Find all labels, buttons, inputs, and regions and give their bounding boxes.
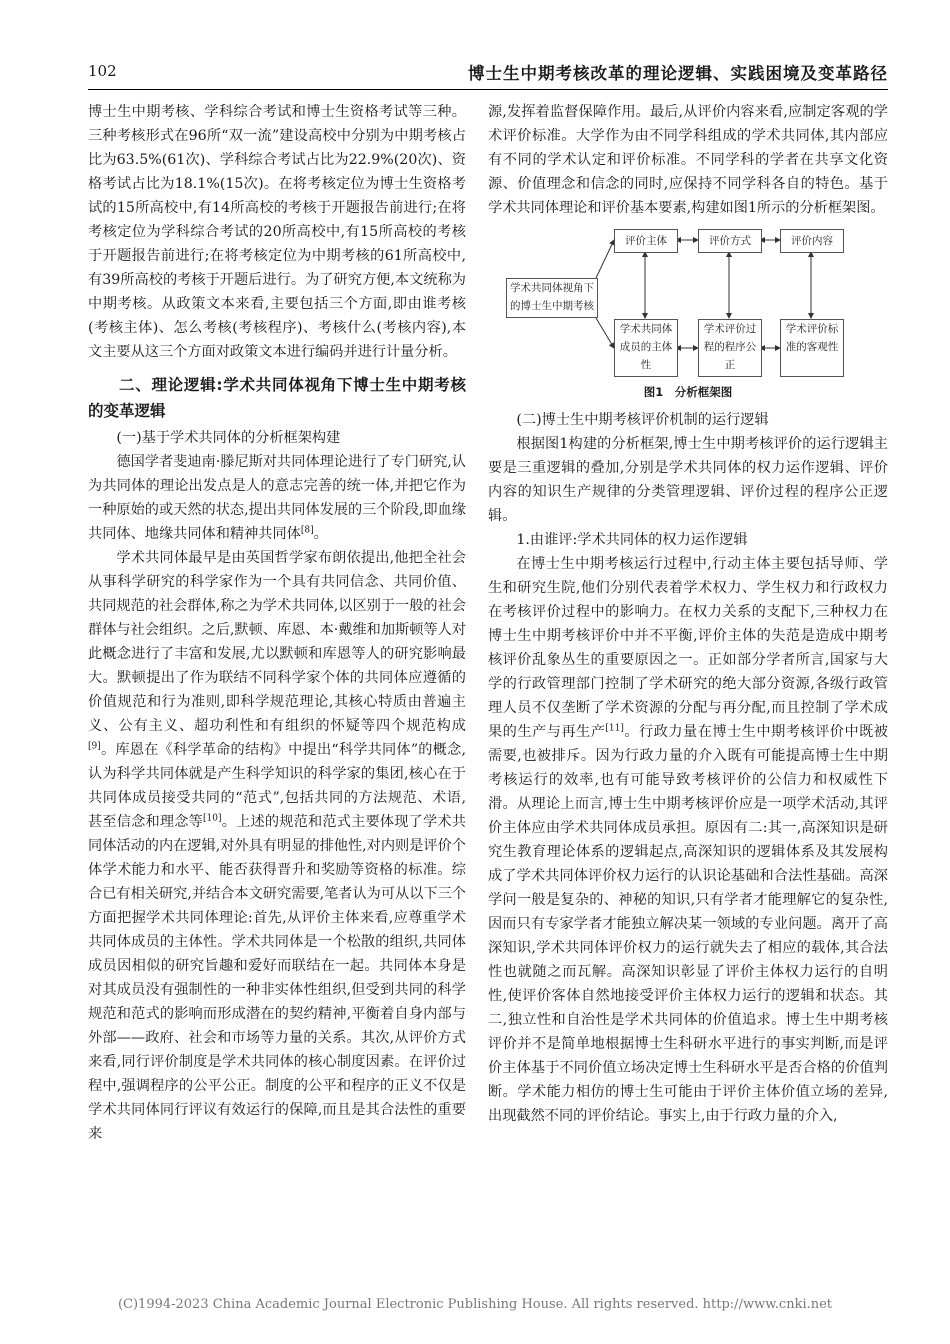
right-column: [488, 100, 888, 1128]
framework-figure: [488, 226, 888, 378]
arrow-to-subject: [596, 240, 614, 278]
header-rule: [88, 89, 888, 90]
box-objective-standard: 学术评价标准的客观性: [780, 319, 844, 377]
box-evaluation-content: 评价内容: [780, 229, 844, 253]
citation[interactable]: [11]: [605, 723, 624, 734]
page-header: [88, 62, 888, 88]
center-box: 学术共同体视角下的博士生中期考核: [506, 278, 598, 318]
page-number: 102: [88, 62, 117, 80]
box-member-subjectivity: 学术共同体成员的主体性: [614, 319, 678, 377]
paragraph: 德国学者斐迪南·滕尼斯对共同体理论进行了专门研究,认为共同体的理论出发点是人的意志完善的统一体,并把它作为一种原始的或天然的状态,提出共同体发展的三个阶段,即血缘共同体、地缘共同体和精神共同体[8]。: [88, 454, 466, 542]
citation[interactable]: [9]: [88, 741, 101, 752]
running-title: 博士生中期考核改革的理论逻辑、实践困境及变革路径: [468, 64, 888, 83]
paragraph: 在博士生中期考核运行过程中,行动主体主要包括导师、学生和研究生院,他们分别代表着学术权力、学生权力和行政权力在考核评价过程中的影响力。在权力关系的支配下,三种权力在博士生中期考核评价中并不平衡,评价主体的失范是造成中期考核评价乱象丛生的重要原因之一。正如部分学者所言,国家与大学的行政管理部门控制了学术研究的绝大部分资源,各级行政管理人员不仅垄断了学术资源的分配与再分配,而且控制了学术成果的生产与再生产[11]。行政力量在博士生中期考核评价中既被需要,也被排斥。因为行政力量的介入既有可能提高博士生中期考核运行的效率,也有可能导致考核评价的公信力和权威性下滑。从理论上而言,博士生中期考核评价应是一项学术活动,其评价主体应由学术共同体成员承担。原因有二:其一,高深知识是研究生教育理论体系的逻辑起点,高深知识的逻辑体系及其发展构成了学术共同体评价权力运行的认识论基础和合法性基础。高深学问一般是复杂的、神秘的知识,只有学者才能理解它的复杂性,因而只有专家学者才能独立解决某一领域的专业问题。离开了高深知识,学术共同体评价权力的运行就失去了相应的载体,其合法性也就随之而瓦解。高深知识彰显了评价主体权力运行的自明性,使评价客体自然地接受评价主体权力运行的逻辑和状态。其二,独立性和自治性是学术共同体的价值追求。博士生中期考核评价并不是简单地根据博士生科研水平进行的事实判断,而是评价主体基于不同价值立场决定博士生科研水平是否合格的价值判断。学术能力相仿的博士生可能由于评价主体价值立场的差异,出现截然不同的评价结论。事实上,由于行政力量的介入,: [488, 556, 888, 1124]
citation[interactable]: [8]: [300, 525, 314, 536]
paragraph: 学术共同体最早是由英国哲学家布朗依提出,他把全社会从事科学研究的科学家作为一个具有共同信念、共同价值、共同规范的社会群体,称之为学术共同体,以区别于一般的社会群体与社会组织。之后,默顿、库恩、本·戴维和加斯顿等人对此概念进行了丰富和发展,尤以默顿和库恩等人的研究影响最大。默顿提出了作为联结不同科学家个体的共同体应遵循的价值规范和行为准则,即科学规范理论,其核心特质由普遍主义、公有主义、超功利性和有组织的怀疑等四个规范构成[9]。库恩在《科学革命的结构》中提出“科学共同体”的概念,认为科学共同体就是产生科学知识的科学家的集团,核心在于共同体成员接受共同的“范式”,包括共同的方法规范、术语,甚至信念和理念等[10]。上述的规范和范式主要体现了学术共同体活动的内在逻辑,对外具有明显的排他性,对内则是评价个体学术能力和水平、能否获得晋升和奖励等资格的标准。综合已有相关研究,并结合本文研究需要,笔者认为可从以下三个方面把握学术共同体理论:首先,从评价主体来看,应尊重学术共同体成员的主体性。学术共同体是一个松散的组织,共同体成员因相似的研究旨趣和爱好而联结在一起。共同体本身是对其成员没有强制性的一种非实体性组织,但受到共同的科学规范和范式的影响而形成潜在的契约精神,平衡着自身内部与外部——政府、社会和市场等力量的关系。其次,从评价方式来看,同行评价制度是学术共同体的核心制度因素。在评价过程中,强调程序的公平公正。制度的公平和程序的正义不仅是学术共同体同行评议有效运行的保障,而且是其合法性的重要来: [88, 550, 466, 1142]
citation[interactable]: [10]: [203, 813, 222, 824]
subheading: (一)基于学术共同体的分析框架构建: [116, 430, 341, 446]
left-column: [88, 100, 466, 1146]
subheading: 1.由谁评:学术共同体的权力运作逻辑: [516, 532, 748, 548]
section-heading: 二、理论逻辑:学术共同体视角下博士生中期考核的变革逻辑: [88, 376, 466, 420]
box-evaluation-subject: 评价主体: [614, 229, 678, 253]
box-procedural-justice: 学术评价过程的程序公正: [698, 319, 762, 377]
copyright-footer: (C)1994-2023 China Academic Journal Electronic Publishing House. All rights reserved. http://www.cnki.net: [117, 1297, 833, 1312]
arrow-to-member: [596, 318, 614, 348]
paragraph: 源,发挥着监督保障作用。最后,从评价内容来看,应制定客观的学术评价标准。大学作为由不同学科组成的学术共同体,其内部应有不同的学术认定和评价标准。不同学科的学者在共享文化资源、价值理念和信念的同时,应保持不同学科各自的特色。基于学术共同体理论和评价基本要素,构建如图1所示的分析框架图。: [488, 104, 888, 216]
paragraph: 根据图1构建的分析框架,博士生中期考核评价的运行逻辑主要是三重逻辑的叠加,分别是学术共同体的权力运作逻辑、评价内容的知识生产规律的分类管理逻辑、评价过程的程序公正逻辑。: [488, 436, 888, 524]
paragraph: 博士生中期考核、学科综合考试和博士生资格考试等三种。三种考核形式在96所“双一流”建设高校中分别为中期考核占比为63.5%(61次)、学科综合考试占比为22.9%(20次)、资格考试占比为18.1%(15次)。在将考核定位为博士生资格考试的15所高校中,有14所高校的考核于开题报告前进行;在将考核定位为学科综合考试的20所高校中,有15所高校的考核于开题报告前进行;在将考核定位为中期考核的61所高校中,有39所高校的考核于开题后进行。为了研究方便,本文统称为中期考核。从政策文本来看,主要包括三个方面,即由谁考核(考核主体)、怎么考核(考核程序)、考核什么(考核内容),本文主要从这三个方面对政策文本进行编码并进行计量分析。: [88, 104, 466, 360]
box-evaluation-method: 评价方式: [698, 229, 762, 253]
figure-caption: 图1 分析框架图: [643, 385, 733, 399]
subheading: (二)博士生中期考核评价机制的运行逻辑: [516, 412, 769, 428]
